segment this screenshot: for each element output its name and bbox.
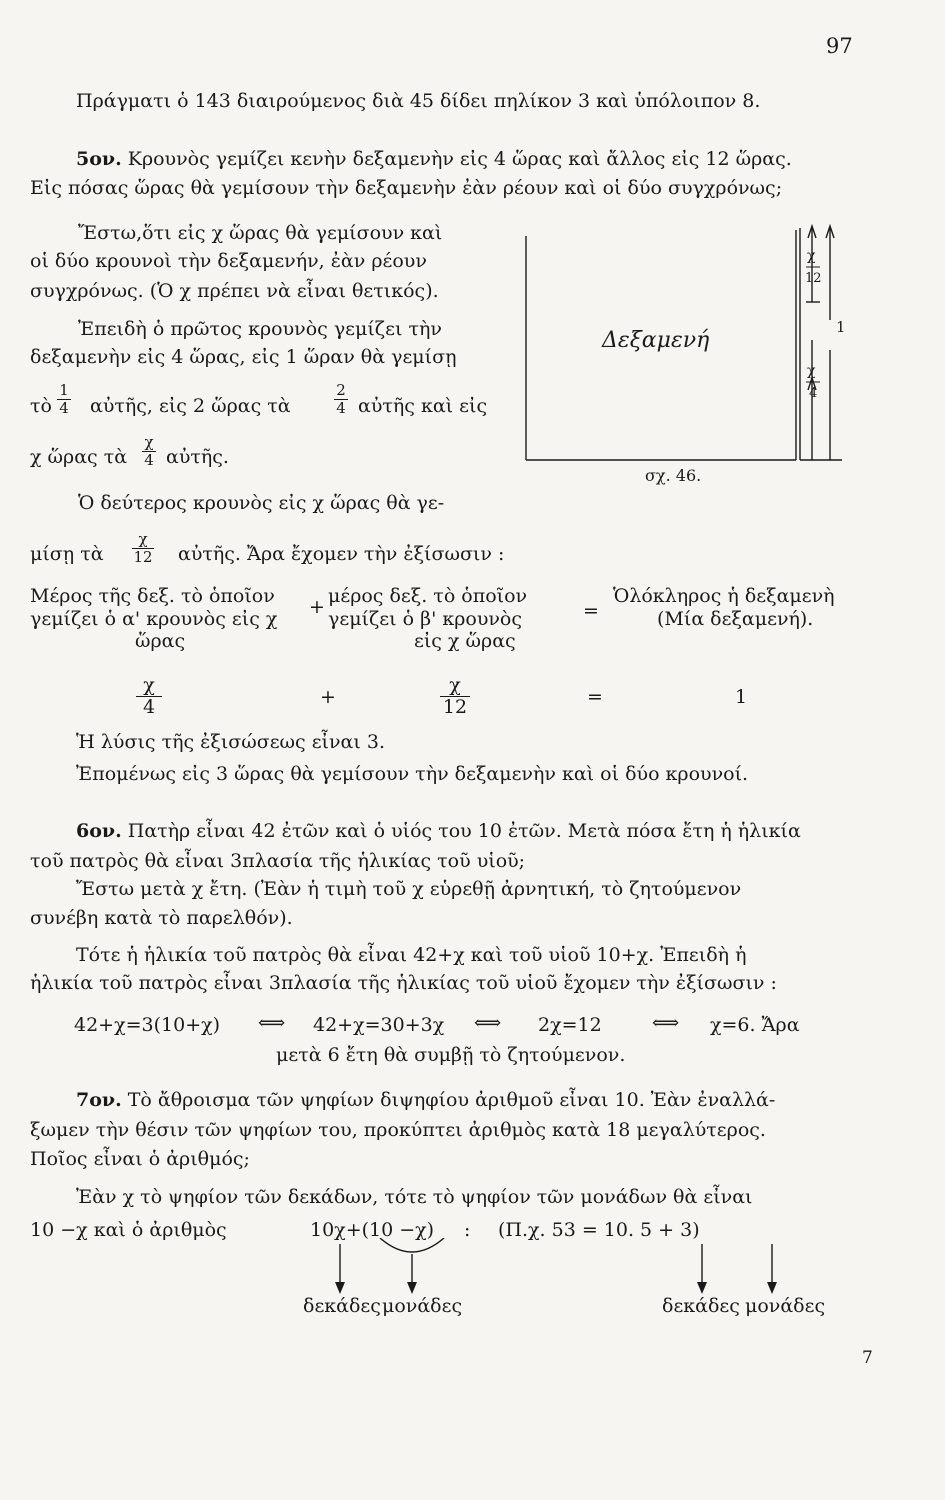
text-line: ἡλικία τοῦ πατρὸς εἶναι 3πλασία τῆς ἡλικίας τοῦ υἱοῦ ἔχομεν τὴν ἐξίσωσιν : — [30, 972, 777, 994]
text-fragment: μίσῃ τὰ — [30, 543, 104, 565]
fraction-x-twelfths: χ 12 — [133, 530, 153, 566]
arrowhead-tens-example — [697, 1282, 707, 1294]
text-line: Εἰς πόσας ὥρας θὰ γεμίσουν τὴν δεξαμενὴν ἐὰν ρέουν καὶ οἱ δύο συγχρόνως; — [30, 177, 783, 199]
problem-label: 6ον. — [76, 820, 122, 842]
equals-sign: = — [587, 686, 603, 708]
problem-7-heading — [76, 1089, 775, 1111]
dim-label-upper-den: 12 — [805, 271, 822, 286]
equivalence-arrow: ⟺ — [652, 1012, 680, 1034]
text-fragment: αὐτῆς καὶ εἰς — [358, 395, 488, 417]
colon: : — [464, 1219, 471, 1241]
fraction-x-quarters: χ 4 — [136, 676, 162, 717]
text-line: συνέβη κατὰ τὸ παρελθόν). — [30, 907, 293, 929]
problem-6-heading — [76, 820, 801, 842]
text-line: Ἔστω μετὰ χ ἔτη. (Ἐὰν ἡ τιμὴ τοῦ χ εὑρεθῇ ἀρνητική, τὸ ζητούμενον — [76, 878, 742, 900]
tank-label: Δεξαμενή — [602, 328, 710, 353]
text-fragment: τὸ — [30, 395, 52, 417]
plus-sign: + — [309, 596, 325, 618]
text-fragment: αὐτῆς. Ἄρα ἔχομεν τὴν ἐξίσωσιν : — [178, 543, 505, 565]
dim-label-whole: 1 — [836, 318, 846, 336]
brace-units — [380, 1238, 444, 1252]
fraction-x-twelfths: χ 12 — [440, 676, 470, 717]
problem-text: Τὸ ἄθροισμα τῶν ψηφίων διψηφίου ἀριθμοῦ εἶναι 10. Ἐὰν ἐναλλά- — [127, 1089, 776, 1111]
fraction-one-quarter: 1 4 — [57, 383, 71, 416]
text-line: δεξαμενὴν εἰς 4 ὥρας, εἰς 1 ὥραν θὰ γεμίσῃ — [30, 346, 457, 368]
label-units: μονάδες — [745, 1295, 826, 1317]
equation-step: 42+χ=3(10+χ) — [74, 1014, 221, 1036]
label-units: μονάδες — [382, 1295, 463, 1317]
text-line: οἱ δύο κρουνοὶ τὴν δεξαμενήν, ἐὰν ρέουν — [30, 250, 427, 272]
text-line: συγχρόνως. (Ὁ χ πρέπει νὰ εἶναι θετικός). — [30, 280, 439, 302]
equation-rhs: 1 — [735, 686, 748, 708]
text-line: Ἡ λύσις τῆς ἐξισώσεως εἶναι 3. — [76, 731, 386, 753]
text-fragment: 10 −χ καὶ ὁ ἀριθμὸς — [30, 1219, 227, 1241]
arrowhead-tens — [335, 1282, 345, 1294]
problem-text: Πατὴρ εἶναι 42 ἐτῶν καὶ ὁ υἱός του 10 ἐτῶν. Μετὰ πόσα ἔτη ἡ ἡλικία — [127, 820, 801, 842]
fraction-two-quarters: 2 4 — [334, 383, 348, 416]
text-fragment: αὐτῆς. — [166, 446, 229, 468]
equation-step: χ=6. Ἄρα — [710, 1014, 800, 1036]
problem-label: 7ον. — [76, 1089, 122, 1111]
text-fragment: χ ὥρας τὰ — [30, 446, 128, 468]
equation-term-2: μέρος δεξ. τὸ ὁποῖον — [328, 585, 528, 607]
example-expression: (Π.χ. 53 = 10. 5 + 3) — [498, 1219, 700, 1241]
text-line: ξωμεν τὴν θέσιν τῶν ψηφίων του, προκύπτει ἀριθμὸς κατὰ 18 μεγαλύτερος. — [30, 1119, 766, 1141]
problem-text: Κρουνὸς γεμίζει κενὴν δεξαμενὴν εἰς 4 ὥρας καὶ ἄλλος εἰς 12 ὥρας. — [127, 148, 792, 170]
text-line: Ἐπομένως εἰς 3 ὥρας θὰ γεμίσουν τὴν δεξαμενὴν καὶ οἱ δύο κρουνοί. — [76, 763, 749, 785]
dim-label-lower-den: 4 — [809, 386, 818, 401]
equation-term-3: Ὁλόκληρος ἡ δεξαμενὴ — [613, 585, 835, 607]
text-line: Τότε ἡ ἡλικία τοῦ πατρὸς θὰ εἶναι 42+χ καὶ τοῦ υἱοῦ 10+χ. Ἐπειδὴ ἡ — [76, 944, 747, 966]
label-tens: δεκάδες — [662, 1295, 740, 1317]
equivalence-arrow: ⟺ — [474, 1012, 502, 1034]
dim-label-upper-num: χ — [807, 248, 816, 264]
problem-label: 5ον. — [76, 148, 122, 170]
text-line: Πράγματι ὁ 143 διαιρούμενος διὰ 45 δίδει πηλίκον 3 καὶ ὑπόλοιπον 8. — [76, 90, 761, 112]
text-line: Ποῖος εἶναι ὁ ἀριθμός; — [30, 1148, 250, 1170]
figure-caption: σχ. 46. — [645, 466, 702, 485]
problem-5-heading — [76, 148, 792, 170]
equation-term-3: (Μία δεξαμενή). — [657, 608, 814, 630]
text-line: Ἐὰν χ τὸ ψηφίον τῶν δεκάδων, τότε τὸ ψηφίον τῶν μονάδων θὰ εἶναι — [76, 1186, 753, 1208]
dim-label-lower-num: χ — [807, 363, 816, 379]
tank-figure — [520, 220, 850, 490]
fraction-x-quarters: χ 4 — [142, 435, 156, 468]
equation-step: 2χ=12 — [538, 1014, 602, 1036]
equation-term-1: ὥρας — [135, 630, 186, 652]
equivalence-arrow: ⟺ — [258, 1012, 286, 1034]
arrowhead-units-example — [767, 1282, 777, 1294]
text-line: τοῦ πατρὸς θὰ εἶναι 3πλασία τῆς ἡλικίας τοῦ υἱοῦ; — [30, 850, 526, 872]
expression: 10χ+(10 −χ) — [310, 1219, 435, 1241]
equation-term-1: γεμίζει ὁ α' κρουνὸς εἰς χ — [30, 608, 278, 630]
text-line: Ἔστω,ὅτι εἰς χ ὥρας θὰ γεμίσουν καὶ — [78, 222, 443, 244]
text-fragment: αὐτῆς, εἰς 2 ὥρας τὰ — [90, 395, 291, 417]
arrowhead-units — [407, 1282, 417, 1294]
plus-sign: + — [320, 686, 336, 708]
text-line: Ὁ δεύτερος κρουνὸς εἰς χ ὥρας θὰ γε- — [78, 492, 445, 514]
page-number: 97 — [826, 34, 853, 58]
equation-term-2: εἰς χ ὥρας — [414, 630, 516, 652]
text-line: μετὰ 6 ἔτη θὰ συμβῇ τὸ ζητούμενον. — [276, 1044, 626, 1066]
equals-sign: = — [583, 600, 599, 622]
signature-number: 7 — [862, 1348, 873, 1368]
equation-step: 42+χ=30+3χ — [313, 1014, 445, 1036]
equation-term-2: γεμίζει ὁ β' κρουνὸς — [328, 608, 523, 630]
equation-term-1: Μέρος τῆς δεξ. τὸ ὁποῖον — [30, 585, 275, 607]
label-tens: δεκάδες — [303, 1295, 381, 1317]
text-line: Ἐπειδὴ ὁ πρῶτος κρουνὸς γεμίζει τὴν — [78, 318, 442, 340]
